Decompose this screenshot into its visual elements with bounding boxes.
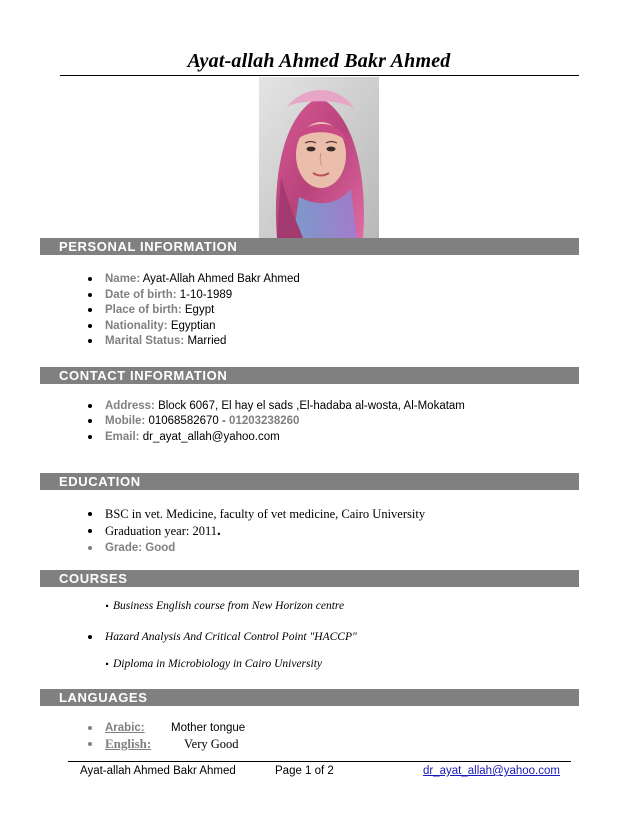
grade-text: Grade: Good — [105, 542, 176, 554]
bullet-icon — [88, 308, 92, 312]
footer-email-link[interactable]: dr_ayat_allah@yahoo.com — [423, 765, 560, 777]
bullet-icon — [88, 742, 92, 746]
email-value: dr_ayat_allah@yahoo.com — [142, 431, 280, 443]
leading-dot: . — [105, 594, 110, 611]
field-label: Mobile: — [105, 415, 146, 427]
education-degree: BSC in vet. Medicine, faculty of vet medicine, Cairo University — [105, 507, 426, 521]
trailing-dot: . — [217, 523, 221, 539]
section-heading-courses: COURSES — [40, 570, 579, 587]
field-label: Email: — [105, 431, 140, 443]
language-label: English: — [105, 736, 152, 751]
section-heading-languages: LANGUAGES — [40, 689, 579, 706]
graduation-year: Graduation year: 2011 — [105, 524, 217, 538]
course-title: Hazard Analysis And Critical Control Point "HACCP" — [105, 631, 357, 643]
course-title: Diploma in Microbiology in Cairo University — [113, 658, 323, 670]
field-value: Married — [187, 335, 227, 347]
bullet-icon — [88, 277, 92, 281]
portrait-photo-icon — [259, 77, 379, 238]
field-label: Date of birth: — [105, 289, 177, 301]
bullet-icon — [88, 339, 92, 343]
page-title: Ayat-allah Ahmed Bakr Ahmed — [187, 50, 451, 72]
bullet-icon — [88, 435, 92, 439]
portrait-photo — [259, 77, 379, 238]
section-heading-personal: PERSONAL INFORMATION — [40, 238, 579, 255]
field-value: Egyptian — [170, 320, 216, 332]
field-label: Address: — [105, 400, 155, 412]
field-label: Marital Status: — [105, 335, 185, 347]
address-value: Block 6067, El hay el sads ,El-hadaba al-wosta, Al-Mokatam — [158, 400, 465, 412]
field-value: Ayat-Allah Ahmed Bakr Ahmed — [142, 273, 300, 285]
mobile-value: 01068582670 - — [148, 415, 226, 427]
footer-page-number: Page 1 of 2 — [275, 765, 334, 777]
leading-dot: . — [105, 652, 110, 669]
language-level: Mother tongue — [171, 722, 246, 734]
field-label: Name: — [105, 273, 141, 285]
field-value: 1-10-1989 — [179, 289, 233, 301]
bullet-icon — [88, 546, 92, 550]
field-label: Nationality: — [105, 320, 168, 332]
course-title: Business English course from New Horizon centre — [113, 600, 345, 612]
bullet-icon — [88, 726, 92, 730]
language-level: Very Good — [184, 737, 239, 751]
field-label: Place of birth: — [105, 304, 182, 316]
bullet-icon — [88, 404, 92, 408]
bullet-icon — [88, 293, 92, 297]
bullet-icon — [88, 512, 92, 516]
footer-divider — [68, 761, 571, 762]
bullet-icon — [88, 324, 92, 328]
title-divider — [60, 75, 579, 76]
bullet-icon — [88, 635, 92, 639]
section-heading-contact: CONTACT INFORMATION — [40, 367, 579, 384]
field-value: Egypt — [184, 304, 215, 316]
mobile-value-alt: 01203238260 — [229, 415, 300, 427]
bullet-icon — [88, 419, 92, 423]
section-heading-education: EDUCATION — [40, 473, 579, 490]
footer-name: Ayat-allah Ahmed Bakr Ahmed — [80, 765, 236, 777]
language-label: Arabic: — [105, 722, 145, 734]
bullet-icon — [88, 529, 92, 533]
